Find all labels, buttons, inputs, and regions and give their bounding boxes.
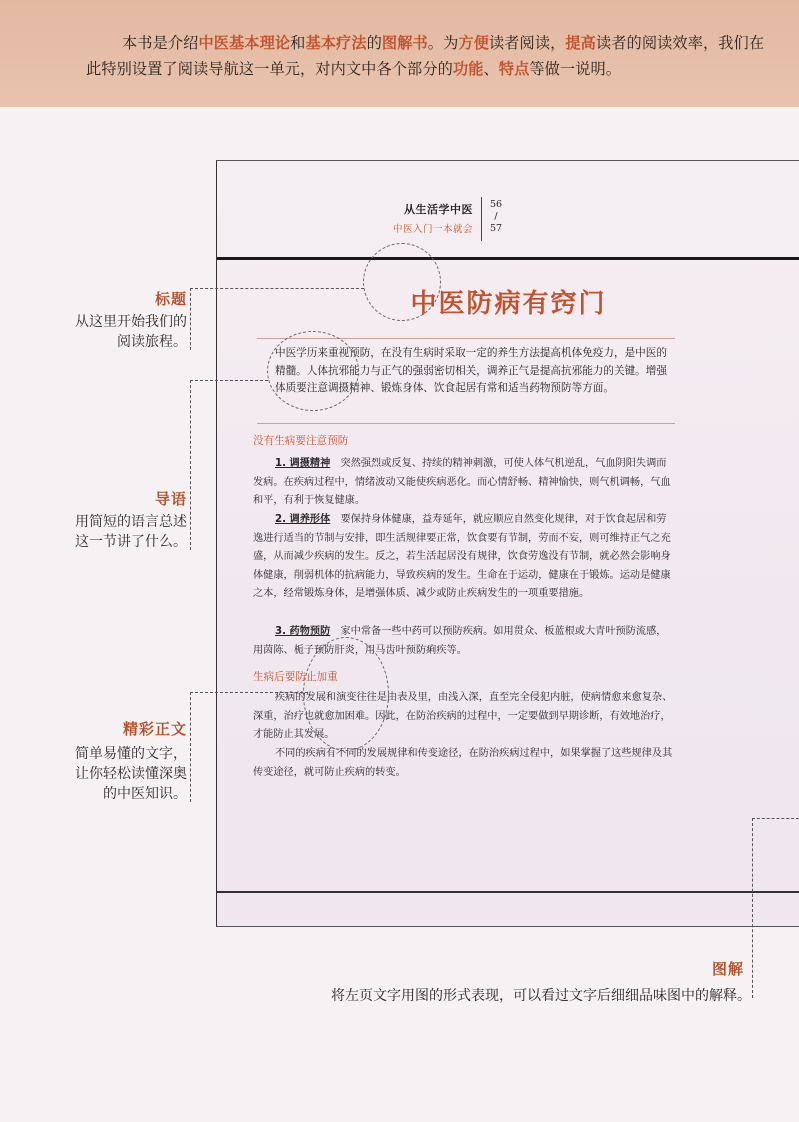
- footer-rule: [217, 891, 799, 893]
- body-paragraph: 疾病的发展和演变往往是由表及里，由浅入深，直至完全侵犯内脏，使病情愈来愈复杂、深重，治疗也就愈加困难。因此，在防治疾病的过程中，一定要做到早期诊断，有效地治疗，才能防止其发展。: [253, 692, 673, 741]
- series-title: 从生活学中医: [404, 203, 473, 216]
- body-leader: [190, 692, 308, 693]
- figure-leader: [752, 818, 799, 819]
- page-number-slash: /: [494, 211, 498, 222]
- body-paragraph: 1. 调摄精神 突然强烈或反复、持续的精神刺激，可使人体气机逆乱，气血阴阳失调而发病。在疾病过程中，情绪波动又能使疾病恶化。而心情舒畅、精神愉快，则气机调畅，气血和平，有利于恢复健康。: [253, 458, 671, 507]
- body-callout-circle: [303, 637, 389, 751]
- page-numbers: [489, 199, 503, 235]
- section-heading: 没有生病要注意预防: [253, 435, 349, 447]
- running-header: [377, 201, 473, 235]
- lead-bracket: [190, 380, 191, 550]
- header-divider: [481, 197, 482, 241]
- body-label-desc: 简单易懂的文字， 让你轻松读懂深奥 的中医知识。: [75, 746, 187, 802]
- chapter-title: 中医防病有窍门: [410, 289, 607, 319]
- title-callout-circle: [363, 243, 441, 321]
- figure-bracket: [752, 818, 753, 998]
- lead-callout-circle: [267, 331, 359, 411]
- title-label: 标题: [154, 290, 187, 308]
- figure-label: 图解: [711, 960, 744, 978]
- intro-text: 本书是介绍中医基本理论和基本疗法的图解书。为方便读者阅读，提高读者的阅读效率，我们在此特别设置了阅读导航这一单元，对内文中各个部分的功能、特点等做一说明。: [86, 34, 765, 78]
- title-label-desc: 从这里开始我们的 阅读旅程。: [75, 314, 187, 350]
- title-leader: [190, 288, 364, 289]
- header-rule: [217, 257, 799, 260]
- lead-bottom-rule: [257, 423, 675, 424]
- sample-book-page: [216, 160, 799, 927]
- page-number-right: 57: [489, 223, 503, 234]
- page-number-left: 56: [489, 199, 503, 210]
- body-paragraph: 不同的疾病有不同的发展规律和传变途径，在防治疾病过程中，如果掌握了这些规律及其传变途径，就可防止疾病的转变。: [253, 748, 673, 778]
- figure-label-desc: 将左页文字用图的形式表现，可以看过文字后细细品味图中的解释。: [331, 988, 751, 1004]
- lead-label: 导语: [154, 490, 187, 508]
- lead-label-desc: 用简短的语言总述 这一节讲了什么。: [75, 514, 187, 550]
- series-tagline: 中医入门一本就会: [392, 224, 473, 235]
- body-label: 精彩正文: [122, 720, 187, 738]
- lead-leader: [190, 380, 268, 381]
- title-bracket: [190, 288, 191, 350]
- lead-paragraph: 中医学历来重视预防，在没有生病时采取一定的养生方法提高机体免疫力，是中医的精髓。人体抗邪能力与正气的强弱密切相关，调养正气是提高抗邪能力的关键。增强体质要注意调摄精神、锻炼身体、饮食起居有常和适当药物预防等方面。: [275, 347, 667, 394]
- body-bracket: [190, 692, 191, 802]
- section-heading: 生病后要防止加重: [253, 671, 338, 683]
- body-paragraph: 3. 药物预防 家中常备一些中药可以预防疾病。如用贯众、板蓝根或大青叶预防流感，用茵陈、栀子预防肝炎，用马齿叶预防痢疾等。: [253, 626, 667, 656]
- body-paragraph: 2. 调养形体 要保持身体健康，益寿延年，就应顺应自然变化规律，对于饮食起居和劳逸进行适当的节制与安排，即生活规律要正常，饮食要有节制，劳而不妄，则可维持正气之充盛，从而减少疾病的发生。反之，若生活起居没有规律，饮食劳逸没有节制，就必然会影响身体健康，削弱机体的抗病能力，导致疾病的发生。生命在于运动，健康在于锻炼。运动是健康之本，经常锻炼身体，是增强体质、减少或防止疾病发生的一项重要措施。: [253, 514, 671, 600]
